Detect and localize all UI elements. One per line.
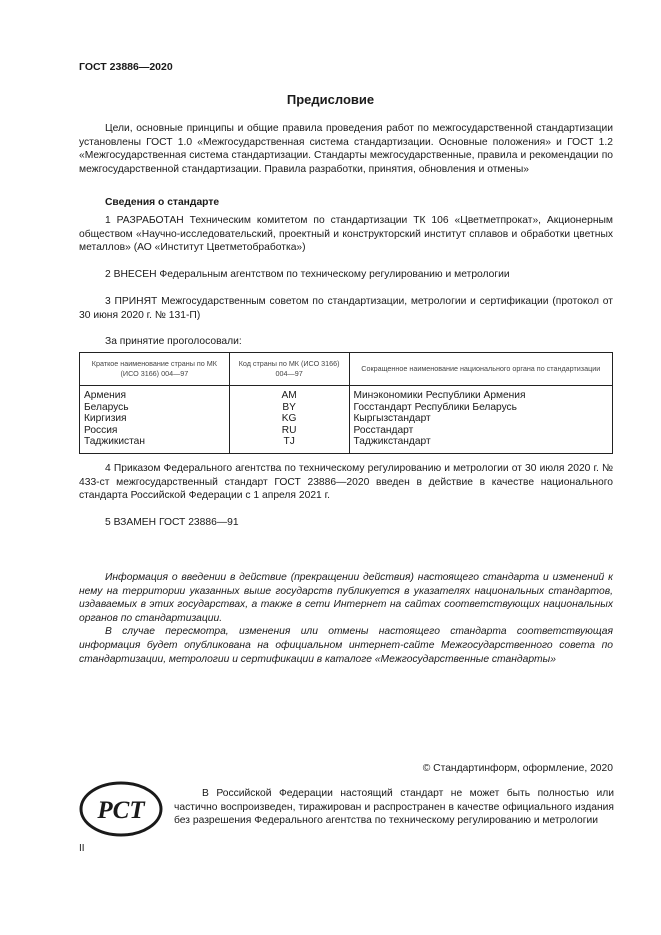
legal-notice bbox=[174, 787, 614, 828]
standards-body: Таджикстандарт bbox=[349, 436, 613, 453]
about-item-5 bbox=[79, 516, 613, 530]
about-item-1 bbox=[79, 214, 613, 255]
standards-body: Минэкономики Республики Армения bbox=[349, 386, 613, 402]
header-country-code: Код страны по МК (ИСО 3166) 004—97 bbox=[229, 353, 349, 386]
page-number: II bbox=[79, 843, 85, 854]
about-item-4 bbox=[79, 462, 613, 503]
country-code: KG bbox=[229, 413, 349, 425]
about-item-5-text: 5 ВЗАМЕН ГОСТ 23886—91 bbox=[105, 517, 239, 528]
header-standards-body: Сокращенное наименование национального органа по стандартизации bbox=[349, 353, 613, 386]
table-row bbox=[80, 436, 613, 453]
info-block bbox=[79, 571, 613, 666]
country-code: TJ bbox=[229, 436, 349, 453]
table-row bbox=[80, 413, 613, 425]
vote-label bbox=[79, 335, 613, 349]
country-name: Беларусь bbox=[80, 402, 230, 414]
table-row bbox=[80, 402, 613, 414]
info-paragraph-1: Информация о введении в действие (прекращении действия) настоящего стандарта и изменений к нему на территории указанных выше государств публикуется в указателях национальных стандартов, издаваемых в этих государствах, а также в сети Интернет на сайтах соответствующих национальных органов по стандартизации. bbox=[79, 572, 613, 624]
about-item-1-text: 1 РАЗРАБОТАН Техническим комитетом по стандартизации ТК 106 «Цветметпрокат», Акционерным обществом «Научно-исследовательский, проектный и конструкторский институт сплавов и обработки цветных металлов» (АО «Институт Цветметобработка») bbox=[79, 215, 613, 254]
country-code: BY bbox=[229, 402, 349, 414]
document-id: ГОСТ 23886—2020 bbox=[79, 61, 173, 73]
country-name: Армения bbox=[80, 386, 230, 402]
copyright-notice: © Стандартинформ, оформление, 2020 bbox=[422, 763, 613, 774]
page-title: Предисловие bbox=[286, 92, 375, 107]
legal-notice-text: В Российской Федерации настоящий стандарт не может быть полностью или частично воспроизведен, тиражирован и распространен в качестве официального издания без разрешения Федерального агентства по техническому регулированию и метрологии bbox=[174, 788, 614, 827]
country-name: Таджикистан bbox=[80, 436, 230, 453]
votes-table bbox=[79, 352, 613, 454]
seal-lettering: РСТ bbox=[97, 797, 145, 824]
country-code: RU bbox=[229, 425, 349, 437]
table-row bbox=[80, 386, 613, 402]
rst-seal-icon bbox=[79, 780, 163, 838]
country-code: AM bbox=[229, 386, 349, 402]
table-header-row bbox=[80, 353, 613, 386]
country-name: Россия bbox=[80, 425, 230, 437]
about-item-2-text: 2 ВНЕСЕН Федеральным агентством по техническому регулированию и метрологии bbox=[105, 269, 510, 280]
about-item-2 bbox=[79, 268, 613, 282]
country-name: Киргизия bbox=[80, 413, 230, 425]
about-item-3 bbox=[79, 295, 613, 322]
info-paragraph-2: В случае пересмотра, изменения или отмены настоящего стандарта соответствующая информация будет опубликована на официальном интернет-сайте Межгосударственного совета по стандартизации, метрологии и сертификации в каталоге «Межгосударственные стандарты» bbox=[79, 626, 613, 665]
about-item-4-text: 4 Приказом Федерального агентства по техническому регулированию и метрологии от 30 июля 2020 г. № 433-ст межгосударственный стандарт ГОСТ 23886—2020 введен в действие в качестве национального стандарта Российской Федерации с 1 апреля 2021 г. bbox=[79, 463, 613, 502]
standards-body: Росстандарт bbox=[349, 425, 613, 437]
table-row bbox=[80, 425, 613, 437]
header-country-name: Краткое наименование страны по МК (ИСО 3166) 004—97 bbox=[80, 353, 230, 386]
vote-label-text: За принятие проголосовали: bbox=[105, 336, 242, 347]
about-item-3-text: 3 ПРИНЯТ Межгосударственным советом по стандартизации, метрологии и сертификации (протокол от 30 июня 2020 г. № 131-П) bbox=[79, 296, 613, 321]
about-heading: Сведения о стандарте bbox=[105, 197, 220, 208]
standards-body: Госстандарт Республики Беларусь bbox=[349, 402, 613, 414]
preface-intro bbox=[79, 122, 613, 176]
standards-body: Кыргызстандарт bbox=[349, 413, 613, 425]
preface-intro-text: Цели, основные принципы и общие правила проведения работ по межгосударственной стандартизации установлены ГОСТ 1.0 «Межгосударственная система стандартизации. Основные положения» и ГОСТ 1.2 «Межгосударственная система стандартизации. Стандарты межгосударственные, правила и рекомендации по межгосударственной стандартизации. Правила разработки, принятия, обновления и отмены» bbox=[79, 123, 613, 175]
